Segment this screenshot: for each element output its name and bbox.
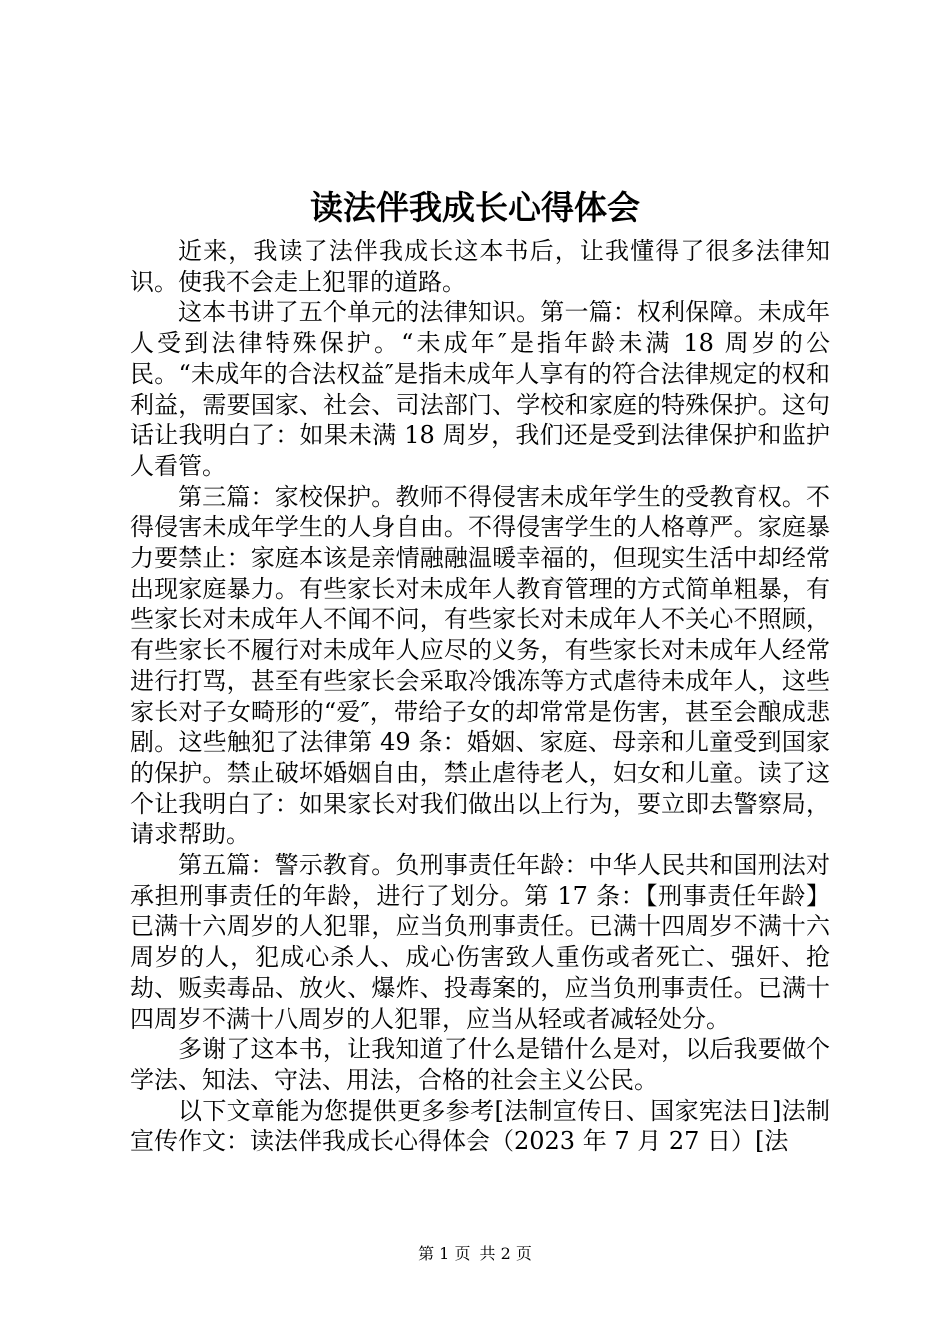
paragraph-further-reading: 以下文章能为您提供更多参考[法制宣传日、国家宪法日]法制宣传作文：读法伴我成长心得体会（2023 年 7 月 27 日）[法 — [130, 1096, 830, 1156]
page-number: 第 1 页 — [418, 1244, 471, 1263]
paragraph-part-three: 第三篇：家校保护。教师不得侵害未成年学生的受教育权。不得侵害未成年学生的人身自由。不得侵害学生的人格尊严。家庭暴力要禁止：家庭本该是亲情融融温暖幸福的，但现实生活中却经常出现家庭暴力。有些家长对未成年人教育管理的方式简单粗暴，有些家长对未成年人不闻不问，有些家长对未成年人不关心不照顾，有些家长不履行对未成年人应尽的义务，有些家长对未成年人经常进行打骂，甚至有些家长会采取冷饿冻等方式虐待未成年人，这些家长对子女畸形的“爱″，带给子女的却常常是伤害，甚至会酿成悲剧。这些触犯了法律第 49 条：婚姻、家庭、母亲和儿童受到国家的保护。禁止破坏婚姻自由，禁止虐待老人，妇女和儿童。读了这个让我明白了：如果家长对我们做出以上行为，要立即去警察局，请求帮助。 — [130, 482, 830, 849]
paragraph-part-five: 第五篇：警示教育。负刑事责任年龄：中华人民共和国刑法对承担刑事责任的年龄，进行了划分。第 17 条：【刑事责任年龄】已满十六周岁的人犯罪，应当负刑事责任。已满十四周岁不满十六周岁的人，犯成心杀人、成心伤害致人重伤或者死亡、强奸、抢劫、贩卖毒品、放火、爆炸、投毒案的，应当负刑事责任。已满十四周岁不满十八周岁的人犯罪，应当从轻或者减轻处分。 — [130, 851, 830, 1033]
document-body — [130, 236, 830, 1157]
page-total: 共 2 页 — [479, 1244, 532, 1263]
paragraph-conclusion: 多谢了这本书，让我知道了什么是错什么是对，以后我要做个学法、知法、守法、用法，合格的社会主义公民。 — [130, 1035, 830, 1094]
paragraph-intro: 近来，我读了法伴我成长这本书后，让我懂得了很多法律知识。使我不会走上犯罪的道路。 — [130, 237, 830, 296]
paragraph-part-one: 这本书讲了五个单元的法律知识。第一篇：权利保障。未成年人受到法律特殊保护。“未成年″是指年龄未满 18 周岁的公民。“未成年的合法权益″是指未成年人享有的符合法律规定的权和利益，需要国家、社会、司法部门、学校和家庭的特殊保护。这句话让我明白了：如果未满 18 周岁，我们还是受到法律保护和监护人看管。 — [130, 298, 830, 480]
page-footer — [0, 1243, 950, 1265]
document-title: 读法伴我成长心得体会 — [310, 188, 640, 227]
